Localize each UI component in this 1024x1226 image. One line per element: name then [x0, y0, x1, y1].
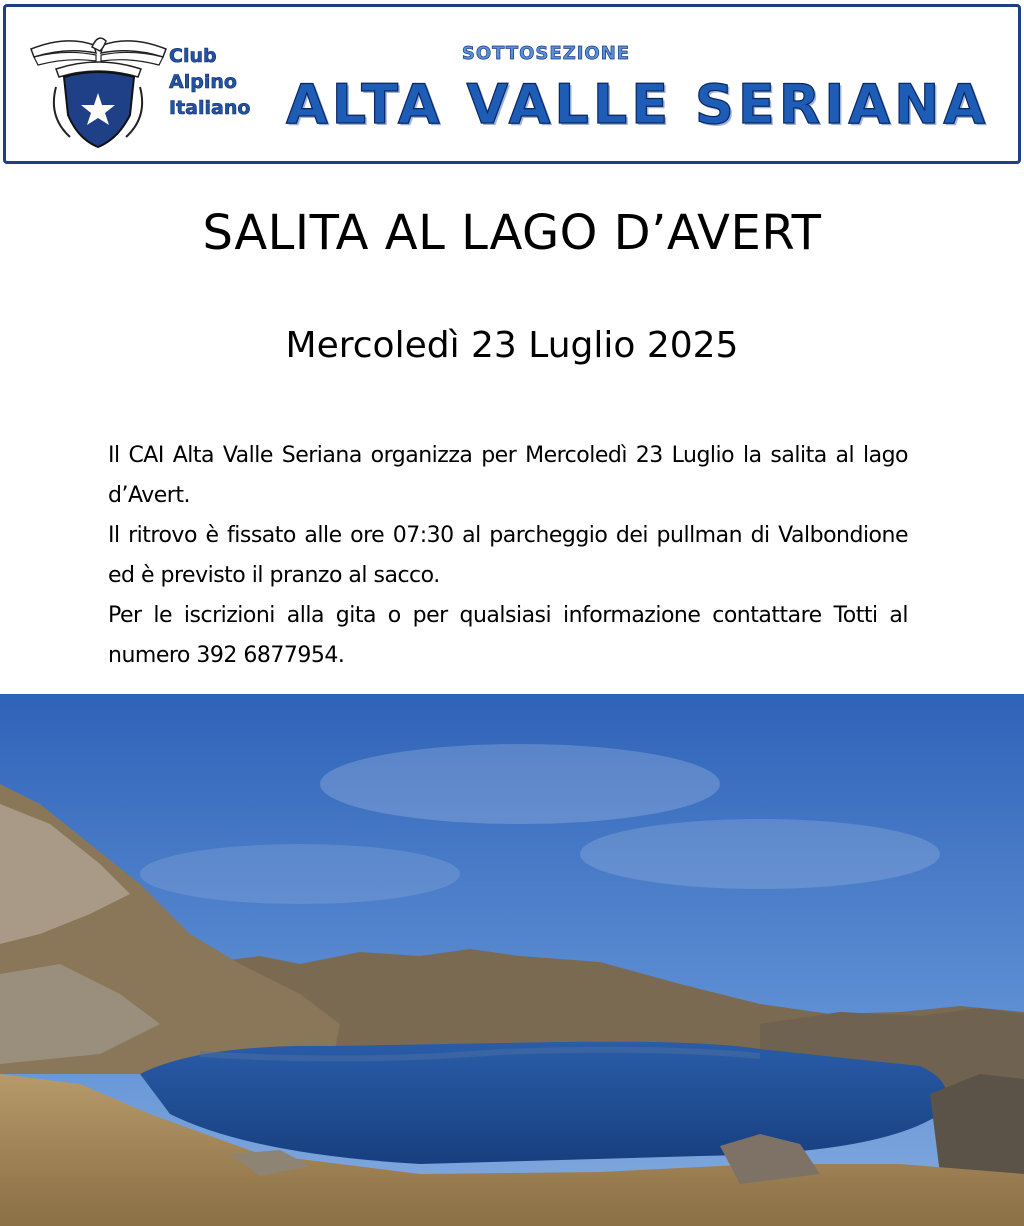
cai-logo-icon — [26, 27, 171, 152]
lake-photo — [0, 694, 1024, 1226]
paragraph-contact: Per le iscrizioni alla gita o per qualsiasi informazione contattare Totti al numero 392 6877954. — [108, 603, 908, 668]
header-banner — [3, 4, 1021, 164]
event-date: Mercoledì 23 Luglio 2025 — [285, 325, 739, 366]
paragraph-meeting: Il ritrovo è fissato alle ore 07:30 al parcheggio dei pullman di Valbondione ed è previsto il pranzo al sacco. — [108, 523, 908, 588]
subsection-label: SOTTOSEZIONE — [461, 43, 631, 64]
event-title: SALITA AL LAGO D’AVERT — [202, 205, 822, 261]
section-title: ALTA VALLE SERIANA — [286, 73, 990, 136]
club-name — [169, 43, 279, 121]
paragraph-organizer: Il CAI Alta Valle Seriana organizza per Mercoledì 23 Luglio la salita al lago d’Avert. — [108, 443, 908, 508]
event-description — [108, 436, 908, 676]
club-line-1: Club — [169, 45, 217, 67]
club-line-3: Italiano — [169, 97, 251, 119]
club-line-2: Alpino — [169, 71, 237, 93]
